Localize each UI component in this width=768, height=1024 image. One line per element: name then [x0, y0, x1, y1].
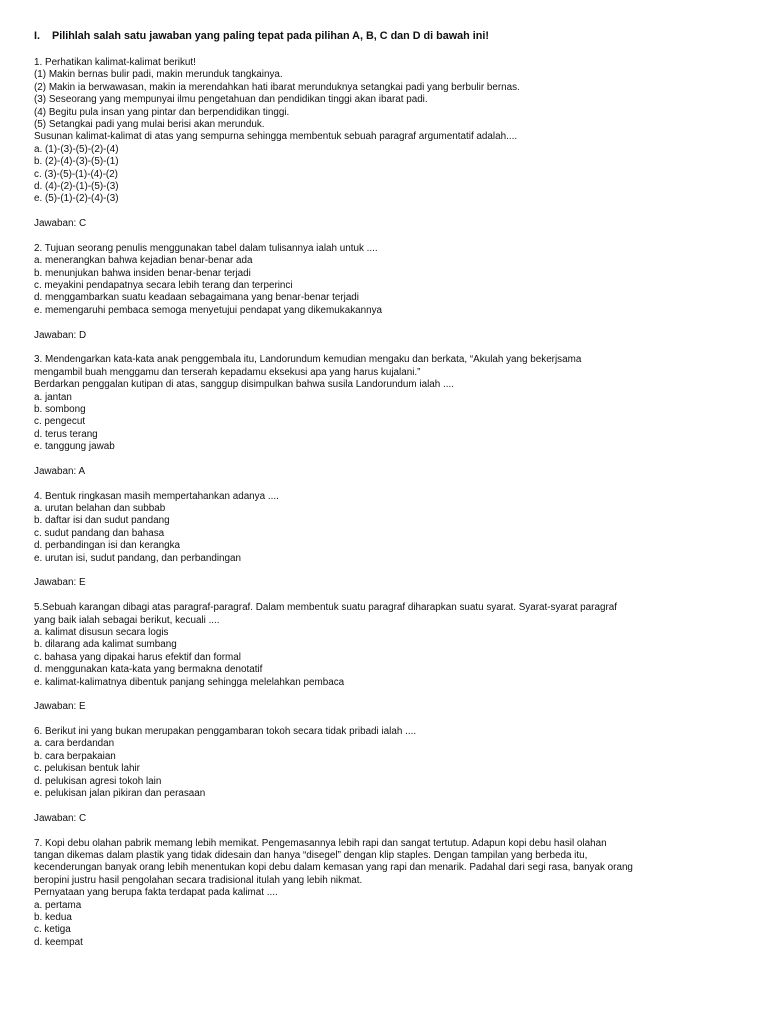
- answer-option: b. cara berpakaian: [34, 750, 116, 762]
- answer-option: e. pelukisan jalan pikiran dan perasaan: [34, 788, 206, 800]
- question-stem: 2. Tujuan seorang penulis menggunakan tabel dalam tulisannya ialah untuk ....: [34, 242, 378, 254]
- spacer: [34, 689, 754, 701]
- question-list: [34, 57, 754, 949]
- answer-option: b. daftar isi dan sudut pandang: [34, 515, 170, 527]
- question-text-line: Pernyataan yang berupa fakta terdapat pada kalimat ....: [34, 887, 278, 899]
- answer-option: c. ketiga: [34, 924, 71, 936]
- question-stem: 6. Berikut ini yang bukan merupakan penggambaran tokoh secara tidak pribadi ialah ....: [34, 726, 417, 738]
- answer-option: c. pelukisan bentuk lahir: [34, 763, 140, 775]
- question-stem: 3. Mendengarkan kata-kata anak penggembala itu, Landorundum kemudian mengaku dan berkata, “Akulah yang bekerjsama: [34, 354, 582, 366]
- question-text-line: kecenderungan banyak orang lebih menentukan kopi debu dalam kemasan yang rapi dan menarik. Padahal dari segi rasa, banyak orang: [34, 862, 633, 874]
- spacer: [34, 206, 754, 218]
- question-text-line: beropini justru hasil pengolahan secara tradisional itulah yang lebih nikmat.: [34, 874, 363, 886]
- answer-option: b. (2)-(4)-(3)-(5)-(1): [34, 156, 119, 168]
- question-text-line: mengambil buah menggamu dan terserah kepadamu eksekusi apa yang harus kujalani.”: [34, 366, 421, 378]
- spacer: [34, 714, 754, 726]
- answer-option: b. kedua: [34, 911, 72, 923]
- answer-option: d. (4)-(2)-(1)-(5)-(3): [34, 180, 119, 192]
- question-block: [34, 354, 754, 490]
- question-text-line: (2) Makin ia berwawasan, makin ia merendahkan hati ibarat merunduknya setangkai padi yang berbulir bernas.: [34, 81, 520, 93]
- answer-option: d. menggunakan kata-kata yang bermakna denotatif: [34, 664, 263, 676]
- question-text-line: yang baik ialah sebagai berikut, kecuali ....: [34, 614, 220, 626]
- answer-option: b. menunjukan bahwa insiden benar-benar terjadi: [34, 267, 251, 279]
- question-block: [34, 726, 754, 838]
- answer-option: a. jantan: [34, 391, 72, 403]
- question-text-line: Berdarkan penggalan kutipan di atas, sanggup disimpulkan bahwa susila Landorundum ialah ....: [34, 379, 454, 391]
- answer-option: e. urutan isi, sudut pandang, dan perbandingan: [34, 552, 241, 564]
- answer-option: c. pengecut: [34, 416, 86, 428]
- question-block: [34, 491, 754, 603]
- question-text-line: (5) Setangkai padi yang mulai berisi akan merunduk.: [34, 118, 265, 130]
- section-number: I.: [34, 30, 40, 42]
- question-text-line: Susunan kalimat-kalimat di atas yang sempurna sehingga membentuk sebuah paragraf argumentatif adalah....: [34, 131, 518, 143]
- answer-option: d. menggambarkan suatu keadaan sebagaimana yang benar-benar terjadi: [34, 292, 359, 304]
- answer-option: a. kalimat disusun secara logis: [34, 626, 169, 638]
- answer-option: e. kalimat-kalimatnya dibentuk panjang sehingga melelahkan pembaca: [34, 676, 345, 688]
- spacer: [34, 825, 754, 837]
- question-block: [34, 243, 754, 355]
- question-text-line: (4) Begitu pula insan yang pintar dan berpendidikan tinggi.: [34, 106, 290, 118]
- answer-option: c. (3)-(5)-(1)-(4)-(2): [34, 168, 118, 180]
- spacer: [34, 565, 754, 577]
- answer-key: Jawaban: E: [34, 701, 86, 713]
- answer-option: c. bahasa yang dipakai harus efektif dan formal: [34, 651, 241, 663]
- question-stem: 7. Kopi debu olahan pabrik memang lebih memikat. Pengemasannya lebih rapi dan sangat tertutup. Adapun kopi debu hasil olahan: [34, 837, 607, 849]
- answer-option: c. sudut pandang dan bahasa: [34, 527, 165, 539]
- spacer: [34, 454, 754, 466]
- spacer: [34, 342, 754, 354]
- answer-option: a. urutan belahan dan subbab: [34, 503, 166, 515]
- question-stem: 4. Bentuk ringkasan masih mempertahankan adanya ....: [34, 490, 279, 502]
- spacer: [34, 317, 754, 329]
- spacer: [34, 230, 754, 242]
- question-block: [34, 602, 754, 726]
- answer-option: b. dilarang ada kalimat sumbang: [34, 639, 177, 651]
- question-text-line: (3) Seseorang yang mempunyai ilmu pengetahuan dan pendidikan tinggi akan ibarat padi.: [34, 94, 428, 106]
- question-block: [34, 57, 754, 243]
- answer-option: a. (1)-(3)-(5)-(2)-(4): [34, 143, 119, 155]
- spacer: [34, 800, 754, 812]
- section-title: Pilihlah salah satu jawaban yang paling tepat pada pilihan A, B, C dan D di bawah ini!: [52, 30, 489, 42]
- answer-option: a. pertama: [34, 899, 82, 911]
- answer-option: d. keempat: [34, 936, 83, 948]
- answer-key: Jawaban: D: [34, 329, 87, 341]
- question-text-line: (1) Makin bernas bulir padi, makin merunduk tangkainya.: [34, 69, 283, 81]
- spacer: [34, 590, 754, 602]
- answer-option: d. terus terang: [34, 428, 98, 440]
- spacer: [34, 478, 754, 490]
- answer-option: a. menerangkan bahwa kejadian benar-benar ada: [34, 255, 253, 267]
- answer-key: Jawaban: C: [34, 812, 87, 824]
- answer-option: d. perbandingan isi dan kerangka: [34, 540, 181, 552]
- answer-option: c. meyakini pendapatnya secara lebih terang dan terperinci: [34, 280, 293, 292]
- answer-option: e. (5)-(1)-(2)-(4)-(3): [34, 193, 119, 205]
- answer-key: Jawaban: C: [34, 218, 87, 230]
- question-stem: 1. Perhatikan kalimat-kalimat berikut!: [34, 57, 196, 68]
- answer-option: b. sombong: [34, 403, 86, 415]
- answer-option: a. cara berdandan: [34, 738, 115, 750]
- answer-option: d. pelukisan agresi tokoh lain: [34, 775, 162, 787]
- question-text-line: tangan dikemas dalam plastik yang tidak didesain dan hanya “disegel” dengan klip staples. Dengan tampilan yang berbeda itu,: [34, 850, 588, 861]
- question-stem: 5.Sebuah karangan dibagi atas paragraf-paragraf. Dalam membentuk suatu paragraf diharapkan suatu syarat. Syarat-syarat paragraf: [34, 602, 617, 614]
- answer-key: Jawaban: A: [34, 465, 86, 477]
- question-block: [34, 838, 754, 950]
- answer-key: Jawaban: E: [34, 577, 86, 589]
- section-heading: [34, 30, 489, 43]
- answer-option: e. tanggung jawab: [34, 441, 115, 453]
- answer-option: e. memengaruhi pembaca semoga menyetujui pendapat yang dikemukakannya: [34, 304, 383, 316]
